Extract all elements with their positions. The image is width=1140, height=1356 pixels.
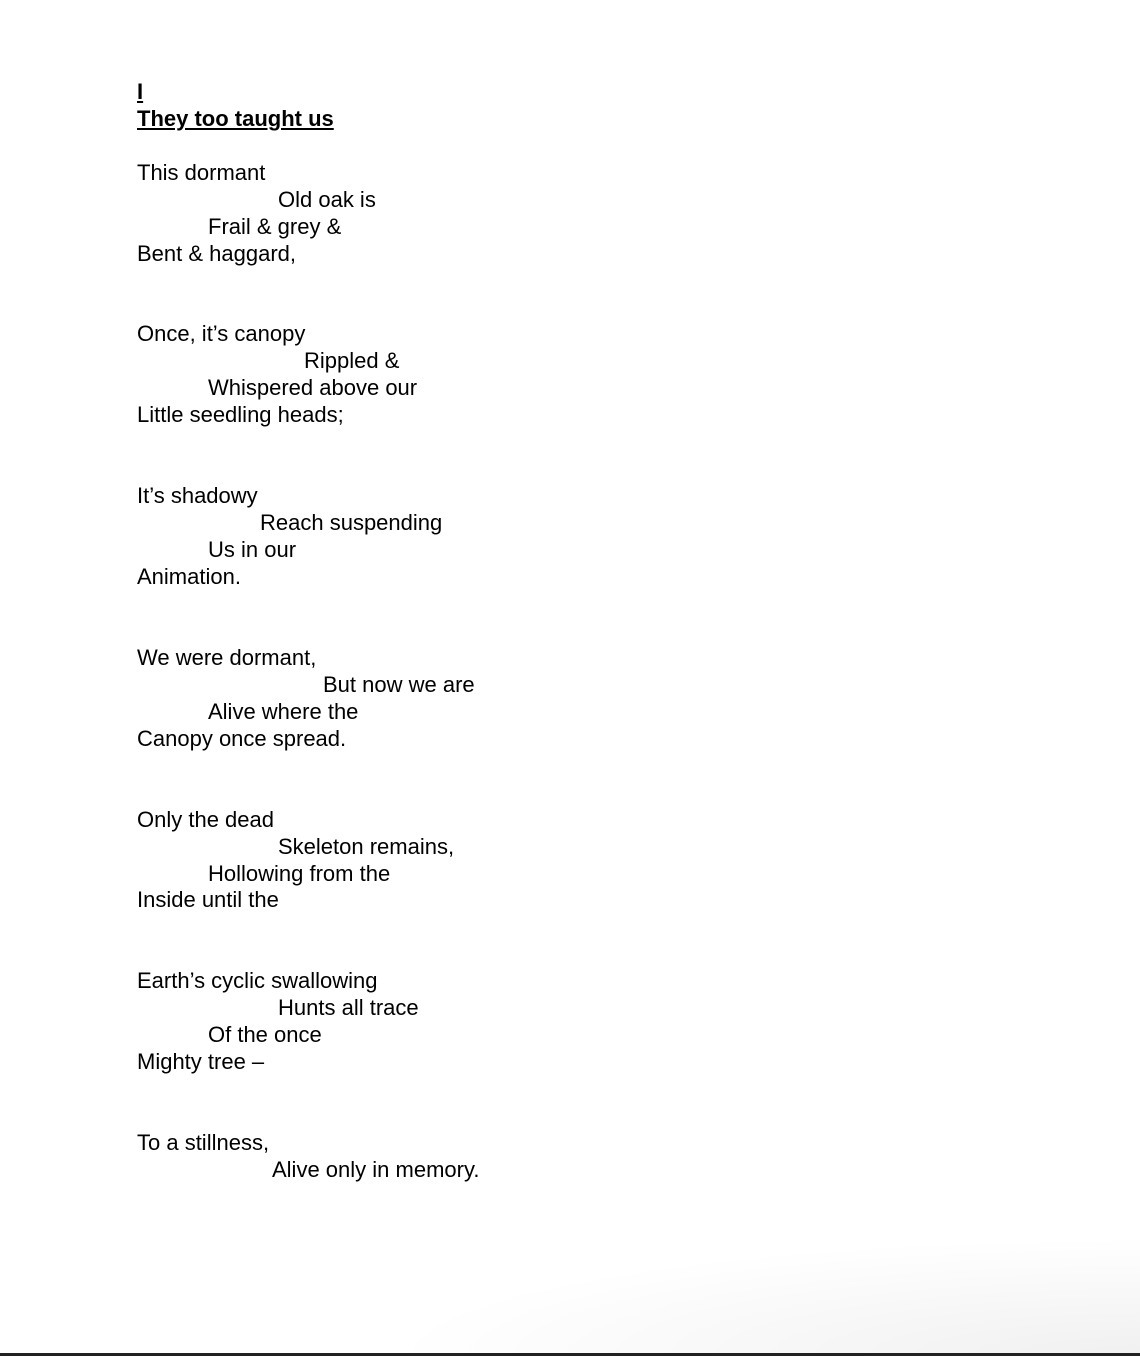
poem-line: Inside until the xyxy=(137,887,279,912)
page-shadow xyxy=(380,1236,1140,1356)
poem-line: Mighty tree – xyxy=(137,1049,265,1074)
poem-line: Canopy once spread. xyxy=(137,726,347,751)
poem-line: Only the dead xyxy=(137,807,274,832)
poem-line: Animation. xyxy=(137,564,241,589)
poem-title: They too taught us xyxy=(137,106,334,131)
poem-line: Whispered above our xyxy=(208,375,418,400)
poem-line: To a stillness, xyxy=(137,1130,270,1155)
poem-line: Once, it’s canopy xyxy=(137,321,306,346)
poem-line: Alive only in memory. xyxy=(272,1157,480,1182)
poem-line: We were dormant, xyxy=(137,645,317,670)
poem-number: I xyxy=(137,79,144,104)
poem-line: Reach suspending xyxy=(260,510,443,535)
poem-line: Old oak is xyxy=(278,187,376,212)
poem-line: Us in our xyxy=(208,537,297,562)
poem-line: Little seedling heads; xyxy=(137,402,344,427)
poem-line: This dormant xyxy=(137,160,266,185)
poem-line: Frail & grey & xyxy=(208,214,342,239)
poem-line: Rippled & xyxy=(304,348,400,373)
poem-line: But now we are xyxy=(323,672,475,697)
poem-line: Of the once xyxy=(208,1022,322,1047)
poem-line: Earth’s cyclic swallowing xyxy=(137,968,378,993)
poem-line: Alive where the xyxy=(208,699,359,724)
poem-line: It’s shadowy xyxy=(137,483,258,508)
poem-line: Skeleton remains, xyxy=(278,834,455,859)
poem-line: Hollowing from the xyxy=(208,861,391,886)
poem-line: Hunts all trace xyxy=(278,995,419,1020)
poem-line: Bent & haggard, xyxy=(137,241,297,266)
